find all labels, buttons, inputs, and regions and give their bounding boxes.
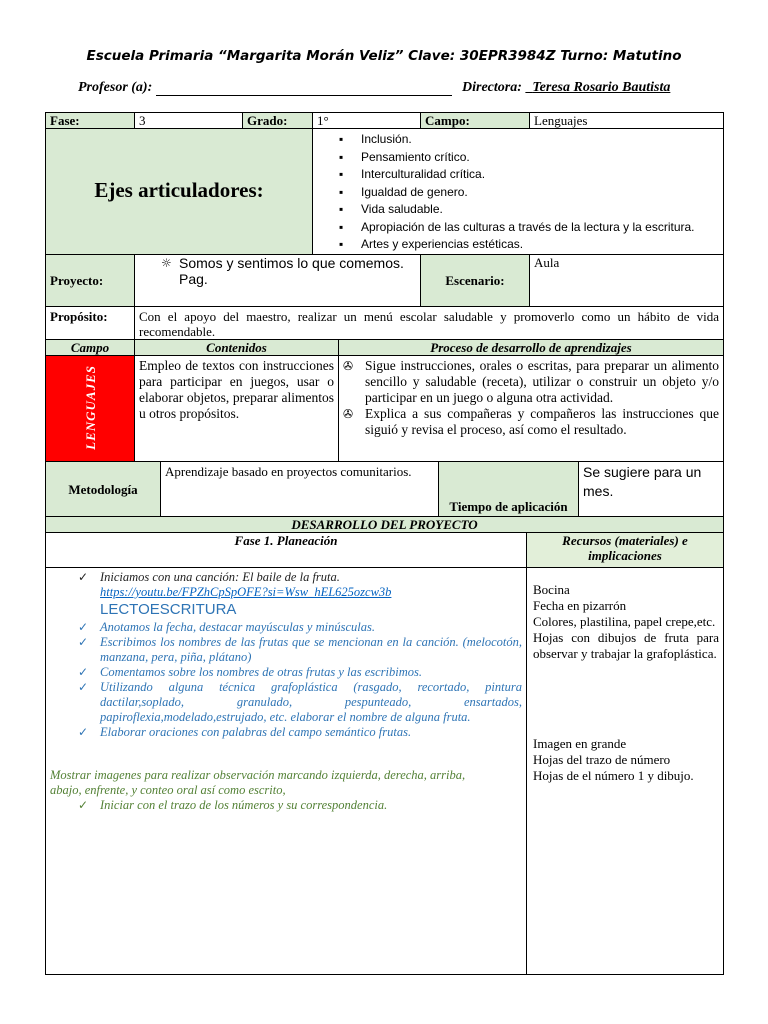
activity-item: ✓ Utilizando alguna técnica grafoplástica (rasgado, recortado, pintura dactilar,soplado, granulado, pespunteado, ensartados, papiroflexia,modelado,estrujado, etc. elaborar el nombre de alguna fruta. [50, 680, 522, 725]
proceso-text: Sigue instrucciones, orales o escritas, para preparar un alimento sencillo y saludable (receta), utilizar o construir un objeto y/o participar en un juego o alguna otra actividad. [365, 358, 719, 405]
teacher-blank-line [156, 81, 452, 96]
campo-vertical-label: LENGUAJES [82, 364, 98, 450]
spacer [533, 662, 719, 736]
song-link[interactable]: https://youtu.be/FPZhCpSpOFE?si=Wsw_hEL625ozcw3b [100, 585, 392, 599]
recurso-line: Hojas del trazo de número [533, 752, 671, 767]
ejes-list-cell [313, 129, 724, 255]
emblem-icon: ✇ [343, 407, 354, 421]
recurso-line: Hojas con dibujos de fruta para observar y trabajar la grafoplástica. [533, 630, 720, 661]
intro-list [50, 570, 522, 600]
school-header: Escuela Primaria “Margarita Morán Veliz” Clave: 30EPR3984Z Turno: Matutino [86, 48, 682, 64]
proposito-value: Con el apoyo del maestro, realizar un menú escolar saludable y promoverlo como un hábito de vida recomendable. [135, 306, 724, 339]
proyecto-value-cell [135, 254, 421, 306]
fase-title: Fase 1. Planeación [46, 533, 527, 568]
proceso-text: Explica a sus compañeras y compañeros las instrucciones que siguió y revisa el proceso, así como el resultado. [365, 406, 719, 437]
emblem-icon: ✇ [343, 359, 354, 373]
desarrollo-table [45, 516, 724, 975]
fase-label: Fase: [46, 113, 135, 129]
recurso-line: Imagen en grande [533, 736, 627, 751]
director-block [462, 80, 670, 96]
campo-header: Campo [46, 340, 135, 356]
director-name [525, 80, 670, 95]
campo-label: Campo: [421, 113, 530, 129]
fase-value: 3 [135, 113, 243, 129]
director-name-text: Teresa Rosario Bautista [532, 80, 671, 95]
planeacion-cell [46, 568, 527, 975]
activity-item: ✓ Escribimos los nombres de las frutas que se mencionan en la canción. (melocotón, manzana, pera, piña, plátano) [50, 635, 522, 665]
tiempo-value: Se sugiere para un mes. [579, 462, 724, 517]
recurso-line: Colores, plastilina, papel crepe,etc. [533, 614, 716, 629]
contenido-cell: Empleo de textos con instrucciones para participar en juegos, usar o elaborar objetos, preparar alimentos u otros propósitos. [135, 356, 339, 462]
activity-item: ✓ Elaborar oraciones con palabras del campo semántico frutas. [50, 725, 522, 740]
recurso-line: Hojas de el número 1 y dibujo. [533, 768, 694, 783]
proceso-item [343, 358, 719, 406]
eje-item: ▪ Artes y experiencias estéticas. [361, 236, 719, 254]
teacher-director-row [78, 80, 693, 96]
activity-item: ✓ Anotamos la fecha, destacar mayúsculas y minúsculas. [50, 620, 522, 635]
eje-item: ▪ Interculturalidad crítica. [361, 166, 719, 184]
info-table [45, 112, 724, 340]
campo-value: Lenguajes [530, 113, 724, 129]
sun-icon: ☼ [161, 255, 172, 270]
eje-item: ▪ Igualdad de genero. [361, 184, 719, 202]
grado-value: 1° [313, 113, 421, 129]
mostrar-text [50, 768, 522, 798]
recurso-line: Fecha en pizarrón [533, 598, 627, 613]
campo-table [45, 339, 724, 462]
recursos-title: Recursos (materiales) e implicaciones [527, 533, 724, 568]
desarrollo-title: DESARROLLO DEL PROYECTO [46, 517, 724, 533]
ejes-label: Ejes articuladores: [94, 177, 264, 202]
lecto-heading: LECTOESCRITURA [100, 601, 237, 618]
ejes-cell [46, 129, 313, 255]
activity-item: ✓ Comentamos sobre los nombres de otras frutas y las escribimos. [50, 665, 522, 680]
grado-label: Grado: [243, 113, 313, 129]
eje-item: ▪ Apropiación de las culturas a través de la lectura y la escritura. [361, 219, 719, 237]
recurso-line: Bocina [533, 582, 570, 597]
campo-vertical-cell [46, 356, 135, 462]
metodologia-label: Metodología [46, 462, 161, 517]
spacer [50, 740, 522, 768]
eje-item: ▪ Vida saludable. [361, 201, 719, 219]
director-label: Directora: [462, 80, 522, 95]
metodologia-value: Aprendizaje basado en proyectos comunitarios. [161, 462, 439, 517]
escenario-value: Aula [530, 254, 724, 306]
proceso-cell [339, 356, 724, 462]
proposito-label: Propósito: [46, 306, 135, 339]
proceso-item [343, 406, 719, 438]
proyecto-label: Proyecto: [46, 254, 135, 306]
mostrar-line-a: Mostrar imagenes para realizar observación marcando izquierda, derecha, arriba, [50, 768, 466, 782]
metodologia-table [45, 461, 724, 517]
intro-text: Iniciamos con una canción: El baile de la fruta. [100, 570, 340, 584]
contenidos-header: Contenidos [135, 340, 339, 356]
activity-list [50, 620, 522, 740]
escenario-label: Escenario: [421, 254, 530, 306]
iniciar-list [50, 798, 522, 813]
eje-item: ▪ Pensamiento crítico. [361, 149, 719, 167]
proyecto-value: Somos y sentimos lo que comemos. Pag. [179, 254, 404, 287]
proceso-header: Proceso de desarrollo de aprendizajes [339, 340, 724, 356]
intro-item [50, 570, 522, 600]
mostrar-line-b: abajo, enfrente, y conteo oral así como escrito, [50, 783, 286, 797]
iniciar-item: ✓ Iniciar con el trazo de los números y su correspondencia. [50, 798, 522, 813]
recursos-cell [527, 568, 724, 975]
tiempo-label: Tiempo de aplicación [439, 462, 579, 517]
teacher-label: Profesor (a): [78, 80, 153, 95]
eje-item: ▪ Inclusión. [361, 131, 719, 149]
ejes-list [317, 131, 719, 254]
